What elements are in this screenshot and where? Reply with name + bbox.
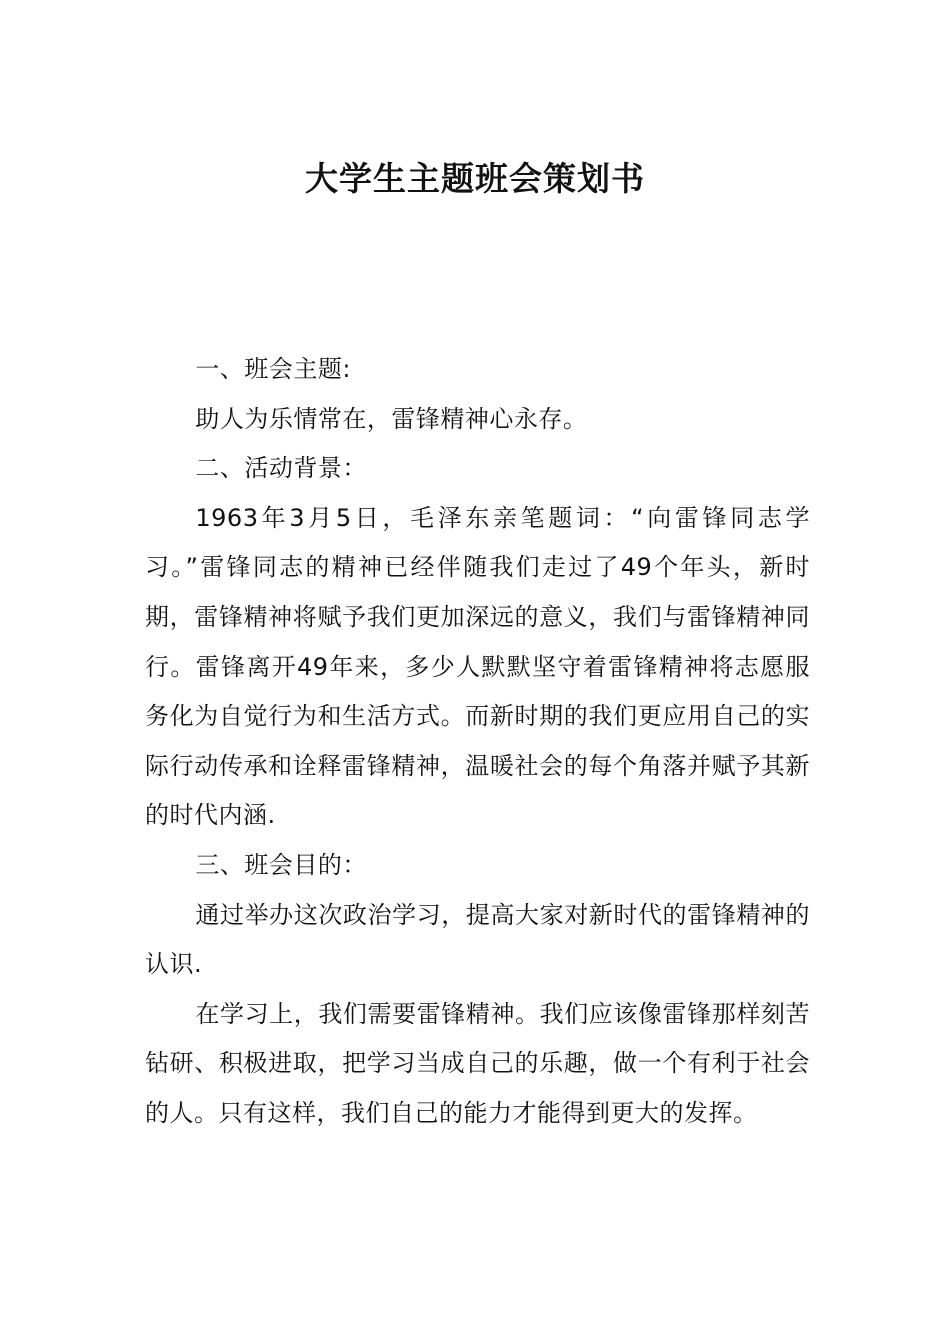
purpose-text: 通过举办这次政治学习，提高大家对新时代的雷锋精神的认识. [145, 900, 810, 979]
section-heading-purpose: 三、班会目的： [195, 850, 367, 879]
section-heading-theme: 一、班会主题: [195, 355, 351, 383]
document-body [145, 345, 810, 1139]
document-title: 大学生主题班会策划书 [305, 159, 645, 198]
theme-text: 助人为乐情常在，雷锋精神心永存。 [195, 404, 588, 433]
study-text: 在学习上，我们需要雷锋精神。我们应该像雷锋那样刻苦钻研、积极进取，把学习当成自己的乐趣，做一个有利于社会的人。只有这样，我们自己的能力才能得到更大的发挥。 [145, 999, 810, 1127]
background-text: 1963年3月5日，毛泽东亲笔题词：“向雷锋同志学习。”雷锋同志的精神已经伴随我们走过了49个年头，新时期，雷锋精神将赋予我们更加深远的意义，我们与雷锋精神同行。雷锋离开49年来，多少人默默坚守着雷锋精神将志愿服务化为自觉行为和生活方式。而新时期的我们更应用自己的实际行动传承和诠释雷锋精神，温暖社会的每个角落并赋予其新的时代内涵. [145, 503, 810, 830]
section-heading-background: 二、活动背景： [195, 454, 367, 483]
